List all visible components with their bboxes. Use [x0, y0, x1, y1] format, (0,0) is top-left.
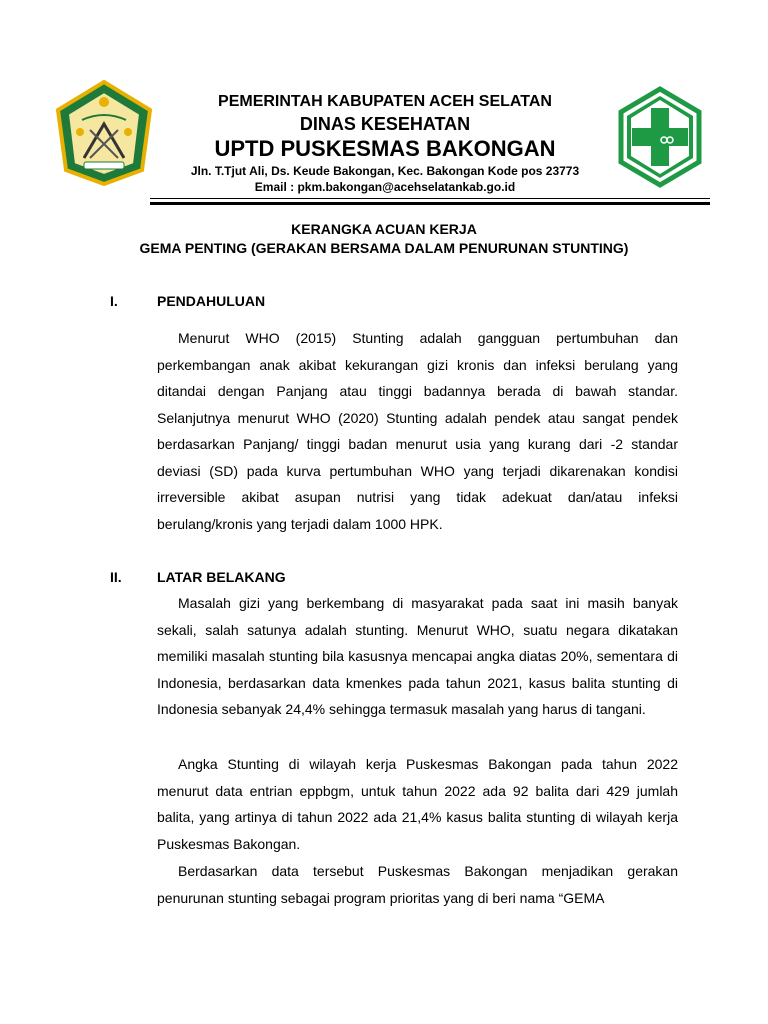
- letterhead-address: Jln. T.Tjut Ali, Ds. Keude Bakongan, Kec. Bakongan Kode pos 23773: [190, 164, 580, 178]
- aceh-selatan-emblem-logo: [54, 80, 154, 186]
- letterhead-government-line: PEMERINTAH KABUPATEN ACEH SELATAN: [218, 93, 552, 110]
- letterhead-email: Email : pkm.bakongan@acehselatankab.go.id: [254, 180, 516, 194]
- document-title: KERANGKA ACUAN KERJA: [291, 221, 477, 237]
- letterhead-institution-name: UPTD PUSKESMAS BAKONGAN: [214, 136, 556, 161]
- letterhead-divider-thin: [150, 198, 710, 199]
- section-paragraph: Berdasarkan data tersebut Puskesmas Bakongan menjadikan gerakan penurunan stunting sebagai program prioritas yang di beri nama “GEMA: [157, 863, 678, 906]
- section-heading: PENDAHULUAN: [157, 293, 266, 309]
- section-number: I.: [110, 293, 118, 309]
- section-paragraph: Angka Stunting di wilayah kerja Puskesmas Bakongan pada tahun 2022 menurut data entrian eppbgm, untuk tahun 2022 ada 92 balita dari 429 jumlah balita, yang artinya di tahun 2022 ada 21,4% kasus balita stunting di wilayah kerja Puskesmas Bakongan.: [157, 756, 678, 852]
- section-heading: LATAR BELAKANG: [157, 569, 286, 585]
- puskesmas-logo: [618, 86, 702, 188]
- section-paragraph: Menurut WHO (2015) Stunting adalah gangguan pertumbuhan dan perkembangan anak akibat kekurangan gizi kronis dan infeksi berulang yang ditandai dengan Panjang atau tinggi badannya berada di bawah standar. Selanjutnya menurut WHO (2020) Stunting adalah pendek atau sangat pendek berdasarkan Panjang/ tinggi badan menurut usia yang kurang dari -2 standar deviasi (SD) pada kurva pertumbuhan WHO yang terjadi dikarenakan kondisi irreversible akibat asupan nutrisi yang tidak adekuat dan/atau infeksi berulang/kronis yang terjadi dalam 1000 HPK.: [157, 330, 678, 532]
- letterhead-divider-thick: [150, 202, 710, 205]
- letterhead-department-line: DINAS KESEHATAN: [299, 114, 471, 134]
- section-paragraph: Masalah gizi yang berkembang di masyarakat pada saat ini masih banyak sekali, salah satunya adalah stunting. Menurut WHO, suatu negara dikatakan memiliki masalah stunting bila kasusnya mencapai angka diatas 20%, sementara di Indonesia, berdasarkan data kmenkes pada tahun 2021, kasus balita stunting di Indonesia sebanyak 24,4% sehingga termasuk masalah yang harus di tangani.: [157, 595, 678, 717]
- document-subtitle: GEMA PENTING (GERAKAN BERSAMA DALAM PENURUNAN STUNTING): [139, 240, 629, 256]
- section-number: II.: [110, 569, 122, 585]
